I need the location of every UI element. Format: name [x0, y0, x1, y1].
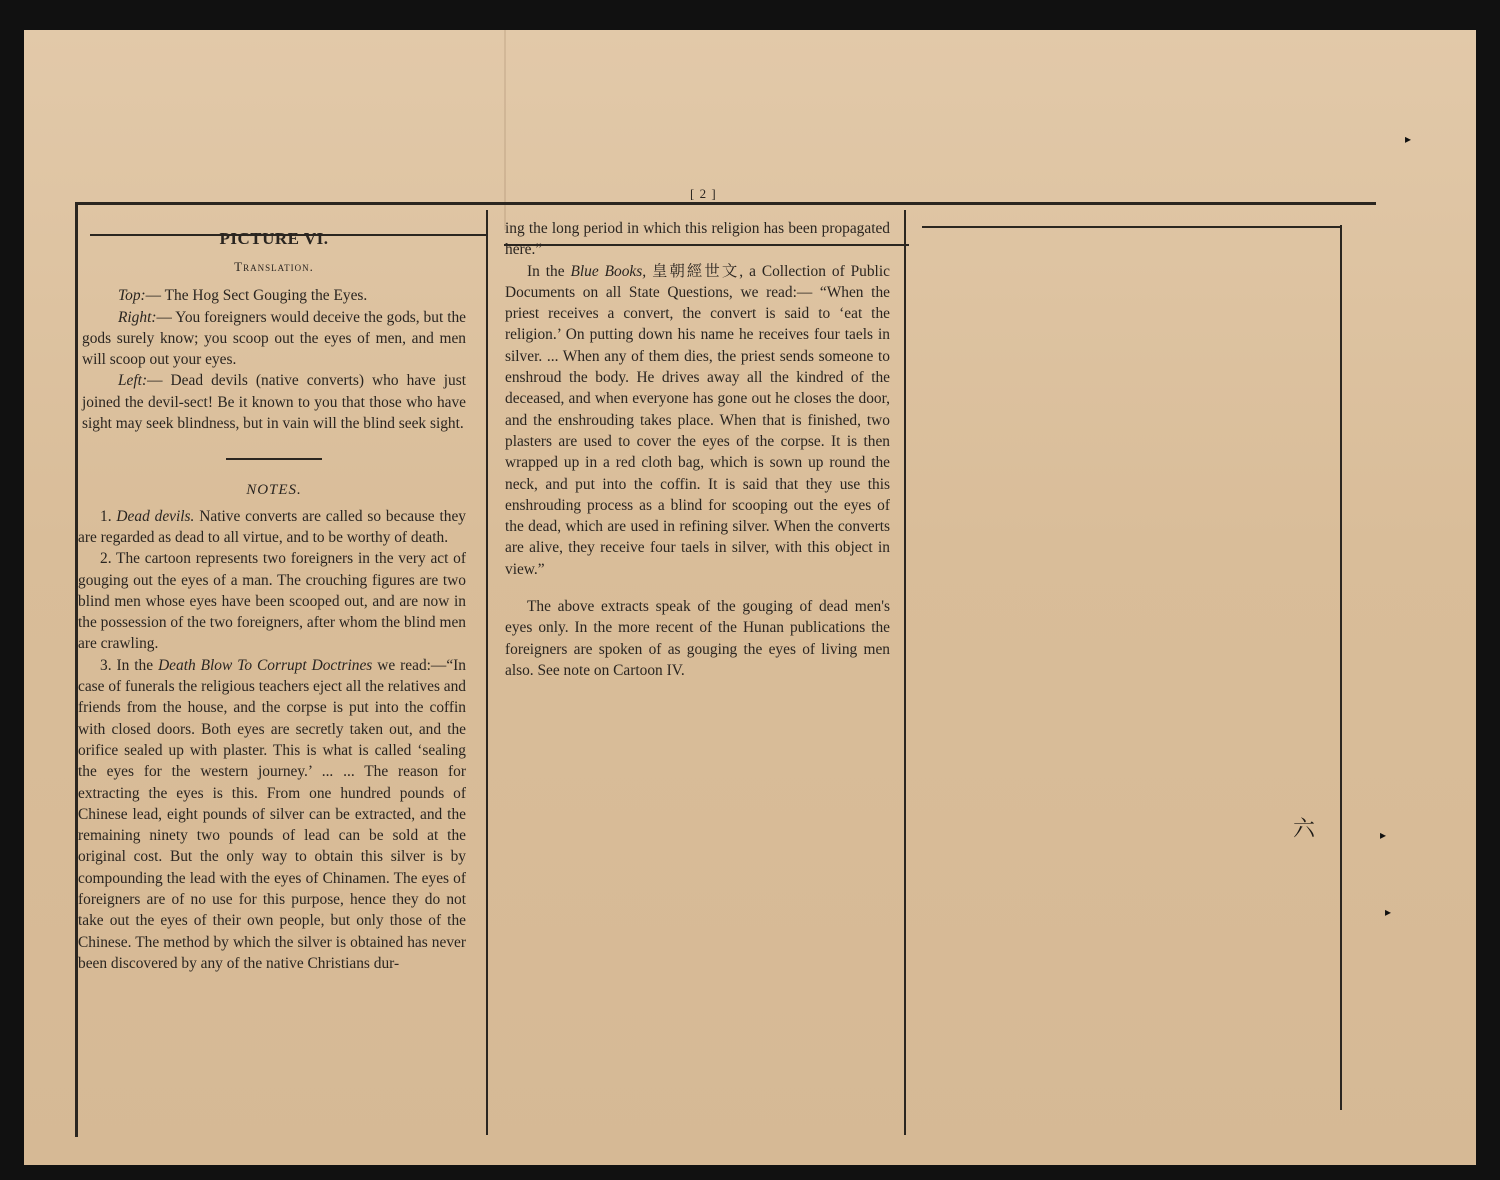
- caption-top: Top:— The Hog Sect Gouging the Eyes.: [118, 287, 368, 305]
- page-number: [ 2 ]: [690, 186, 717, 201]
- column-rule-2: [904, 210, 906, 1135]
- column-middle: [480, 218, 890, 681]
- tear-mark: ▸: [1405, 132, 1412, 146]
- caption-right: Right:— You foreigners would deceive the gods, but the gods surely know; you scoop out the eyes of men, and men will scoop out your eyes.: [82, 308, 466, 369]
- section-divider: [226, 458, 322, 460]
- tear-mark: ▸: [1385, 905, 1392, 919]
- frame-right-rule: [1340, 225, 1342, 1110]
- translation-heading: Translation.: [234, 259, 314, 274]
- note-2: 2. The cartoon represents two foreigners in the very act of gouging out the eyes of a man. The crouching figures are two blind men whose eyes have been scooped out, and are now in the possession of the two foreigners, after whom the blind men are crawling.: [78, 550, 466, 653]
- tear-mark: ▸: [1380, 828, 1387, 842]
- margin-chinese-character: 六: [1293, 816, 1316, 841]
- notes-heading: NOTES.: [246, 482, 302, 499]
- blue-books-paragraph: In the Blue Books, 皇朝經世文, a Collection of Public Documents on all State Questions, we read:— “When the priest receives a convert, the convert is said to ‘eat the religion.’ On putting down his name he receives four taels in silver. ... When any of them dies, the priest sends someone to enshroud the body. He drives away all the kindred of the deceased, and when everyone has gone out he closes the door, and the enshrouding takes place. When that is finished, two plasters are used to cover the eyes of the corpse. It is then wrapped up in a red cloth bag, which is sown up round the neck, and put into the coffin. It is said that they use this enshrouding process as a blind for scooping out the eyes of the dead, which are used in refining silver. When the converts are alive, they receive four taels in silver, with this object in view.”: [505, 262, 890, 578]
- picture-title: PICTURE VI.: [219, 229, 329, 248]
- frame-top-rule: [76, 202, 1376, 205]
- note-1: 1. Dead devils. Native converts are called so because they are regarded as dead to all virtue, and to be worthy of death.: [78, 507, 466, 546]
- paper-fold: [504, 30, 506, 230]
- closing-paragraph: The above extracts speak of the gouging of dead men's eyes only. In the more recent of the Hunan publications the foreigners are spoken of as gouging the eyes of living men also. See note on Cartoon IV.: [505, 598, 890, 679]
- column-left: [48, 228, 484, 974]
- note-3: 3. In the Death Blow To Corrupt Doctrines we read:—“In case of funerals the religious teachers eject all the relatives and friends from the house, and the corpse is put into the coffin with closed doors. Both eyes are secretly taken out, and the orifice sealed up with plaster. This is what is called ‘sealing the eyes for the western journey.’ ... ... The reason for extracting the eyes is this. From one hundred pounds of Chinese lead, eight pounds of silver can be extracted, and the remaining ninety two pounds of lead can be sold at the original cost. But the only way to obtain this silver is by compounding the lead with the eyes of Chinamen. The eyes of foreigners are of no use for this purpose, hence they do not take out the eyes of their own people, but only those of the Chinese. The method by which the silver is obtained has never been discovered by any of the native Christians dur-: [78, 656, 467, 972]
- continuation-text: ing the long period in which this religion has been propagated here.”: [505, 220, 890, 259]
- caption-left: Left:— Dead devils (native converts) who have just joined the devil-sect! Be it known to you that those who have sight may seek blindness, but in vain will the blind seek sight.: [82, 372, 466, 433]
- header-rule-right: [922, 226, 1342, 228]
